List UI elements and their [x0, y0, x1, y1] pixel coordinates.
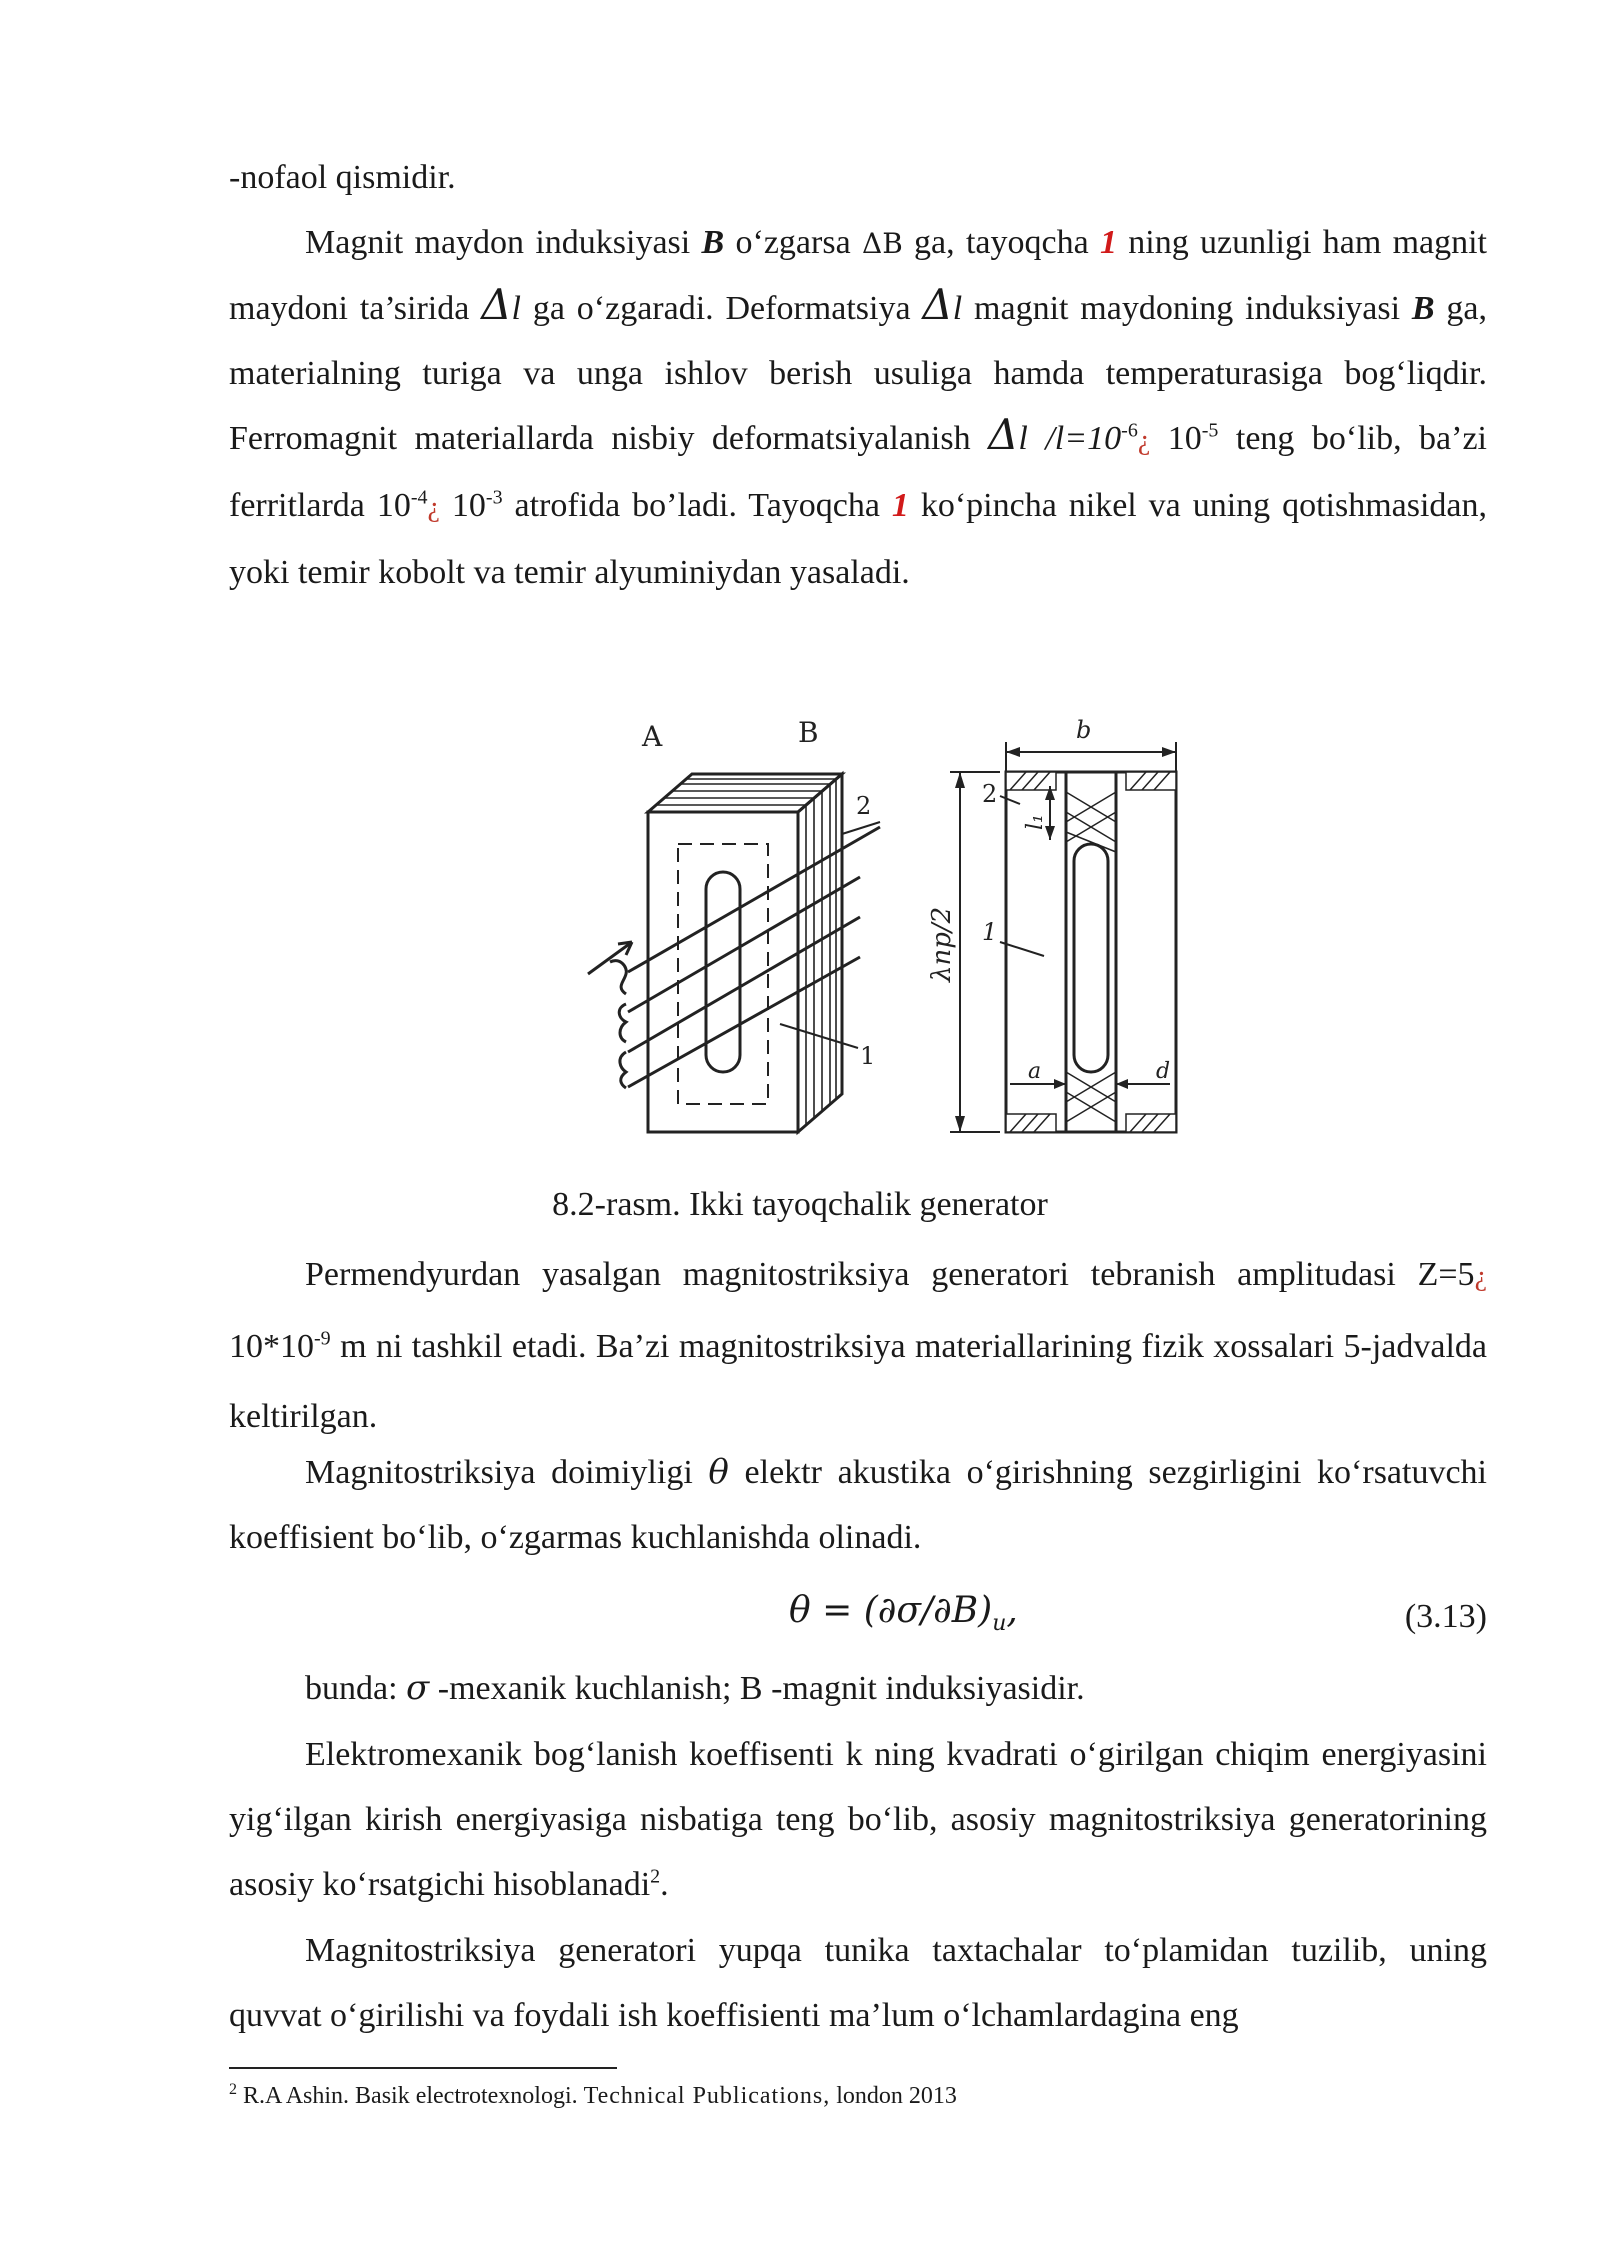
text-run: ko‘pincha nikel va uning qotishmasidan, yoki temir kobolt va temir alyuminiydan yasaladi.	[229, 487, 1488, 591]
label-a: a	[1028, 1059, 1042, 1084]
winding-coil	[610, 827, 880, 1088]
rod-number: 1	[1099, 224, 1117, 261]
text-run: ga, materialning turiga va unga ishlov berish usuliga hamda temperaturasiga bog‘liqdir. Ferromagnit materiallarda nisbiy deformatsiyalanish	[229, 290, 1487, 457]
footnote-text: london 2013	[830, 2083, 957, 2109]
symbol-theta: θ	[708, 1452, 729, 1492]
glyph-placeholder: ¿	[1137, 425, 1151, 456]
paragraph-constant	[229, 1440, 1487, 1570]
label-B: B	[798, 716, 819, 749]
text-run: 10*10	[229, 1328, 314, 1365]
formula-tail: ,	[1006, 1590, 1018, 1631]
glyph-placeholder: ¿	[1474, 1261, 1487, 1292]
formula-number: (3.13)	[1404, 1598, 1487, 1635]
figure-caption: 8.2-rasm. Ikki tayoqchalik generator	[552, 1186, 1048, 1223]
exponent: -6	[1121, 419, 1138, 442]
symbol-l: l	[511, 290, 521, 327]
core-front-face	[648, 812, 798, 1132]
label-b: b	[1076, 716, 1092, 744]
text-run: ga o‘zgaradi. Deformatsiya	[521, 290, 923, 327]
exponent: -5	[1201, 419, 1219, 442]
paragraph-structure	[229, 1918, 1487, 2048]
footnote-publisher: Technical Publications,	[583, 2083, 831, 2109]
symbol-delta: Δ	[988, 410, 1019, 459]
text-run: .	[660, 1866, 669, 1903]
label-2b: 2	[982, 780, 998, 808]
footnote	[229, 2078, 957, 2114]
symbol-B: B	[1411, 290, 1435, 327]
text-run: Magnitostriksiya generatori yupqa tunika taxtachalar to‘plamidan tuzilib, uning quvvat o‘girilishi va foydali ish koeffisienti ma’lum o‘lchamlardagina eng	[229, 1932, 1487, 2034]
glyph-placeholder: ¿	[427, 492, 440, 523]
text-run: 10	[439, 487, 486, 524]
rod-number: 1	[891, 487, 909, 524]
paragraph-intro	[229, 145, 1487, 210]
footnote-separator	[229, 2067, 617, 2069]
paragraph-coupling	[229, 1722, 1487, 1917]
text-run: Elektromexanik bog‘lanish koeffisenti k ning kvadrati o‘girilgan chiqim energiyasini yig‘ilgan kirish energiyasiga nisbatiga teng bo‘lib, asosiy magnitostriksiya generatorining asosiy ko‘rsatgichi hisoblanadi	[229, 1736, 1487, 1903]
text-run: ga, tayoqcha	[902, 224, 1100, 261]
label-1: 1	[860, 1042, 876, 1070]
paragraph-amplitude	[229, 1240, 1487, 1452]
symbol-sigma: σ	[406, 1668, 430, 1708]
symbol-delta: Δ	[481, 280, 512, 329]
formula-3-13	[229, 1590, 1487, 1650]
symbol-B: B	[701, 224, 725, 261]
exponent: -3	[485, 486, 503, 509]
text-run: Magnit maydon induksiyasi	[305, 224, 702, 261]
text-run: o‘zgarsa	[724, 224, 862, 261]
formula-subscript: u	[992, 1611, 1007, 1637]
text-run: atrofida bo’ladi. Tayoqcha	[502, 487, 892, 524]
exponent: -4	[410, 486, 428, 509]
footnote-text: R.A Ashin. Basik electrotexnologi.	[237, 2083, 584, 2109]
label-l1: l₁	[1023, 814, 1048, 830]
paragraph-magnetostriction	[229, 210, 1487, 605]
symbol-delta: Δ	[922, 280, 953, 329]
text-run: ning uzunligi ham magnit maydoni ta’sirida	[229, 224, 1487, 327]
text-run: m ni tashkil etadi. Ba’zi magnitostriksiya materiallarining fizik xossalari 5-jadvalda keltirilgan.	[229, 1328, 1487, 1435]
text-run: Magnitostriksiya doimiyligi	[305, 1454, 709, 1491]
text-run: teng bo‘lib, ba’zi ferritlarda 10	[229, 420, 1488, 524]
rod-slot	[1074, 844, 1108, 1072]
symbol-l: l	[952, 290, 963, 327]
formula-body: θ = (∂σ/∂B)	[789, 1590, 993, 1631]
text-run: 10	[1150, 420, 1202, 457]
label-A: A	[642, 720, 663, 753]
generator-figure	[580, 712, 1210, 1152]
label-2: 2	[856, 792, 872, 820]
label-lambda: λnp/2	[927, 906, 957, 982]
text-run: l /l=10	[1018, 420, 1122, 457]
exponent: -9	[314, 1327, 331, 1350]
footnote-mark: 2	[229, 2081, 237, 2098]
footnote-ref: 2	[650, 1865, 661, 1888]
text-line: -nofaol qismidir.	[229, 159, 456, 196]
label-d: d	[1156, 1059, 1171, 1084]
text-run: -mexanik kuchlanish; B -magnit induksiyasidir.	[429, 1670, 1085, 1707]
formula-expression	[789, 1590, 1018, 1636]
label-1b: 1	[982, 918, 998, 946]
symbol-delta-B: ΔB	[861, 227, 903, 260]
text-run: magnit maydoning induksiyasi	[962, 290, 1412, 327]
paragraph-where	[229, 1656, 1487, 1721]
text-run: bunda:	[305, 1670, 407, 1707]
text-run: elektr akustika o‘girishning sezgirligini ko‘rsatuvchi koeffisient bo‘lib, o‘zgarmas kuchlanishda olinadi.	[229, 1454, 1487, 1556]
text-run: Permendyurdan yasalgan magnitostriksiya generatori tebranish amplitudasi Z=5	[305, 1256, 1475, 1293]
